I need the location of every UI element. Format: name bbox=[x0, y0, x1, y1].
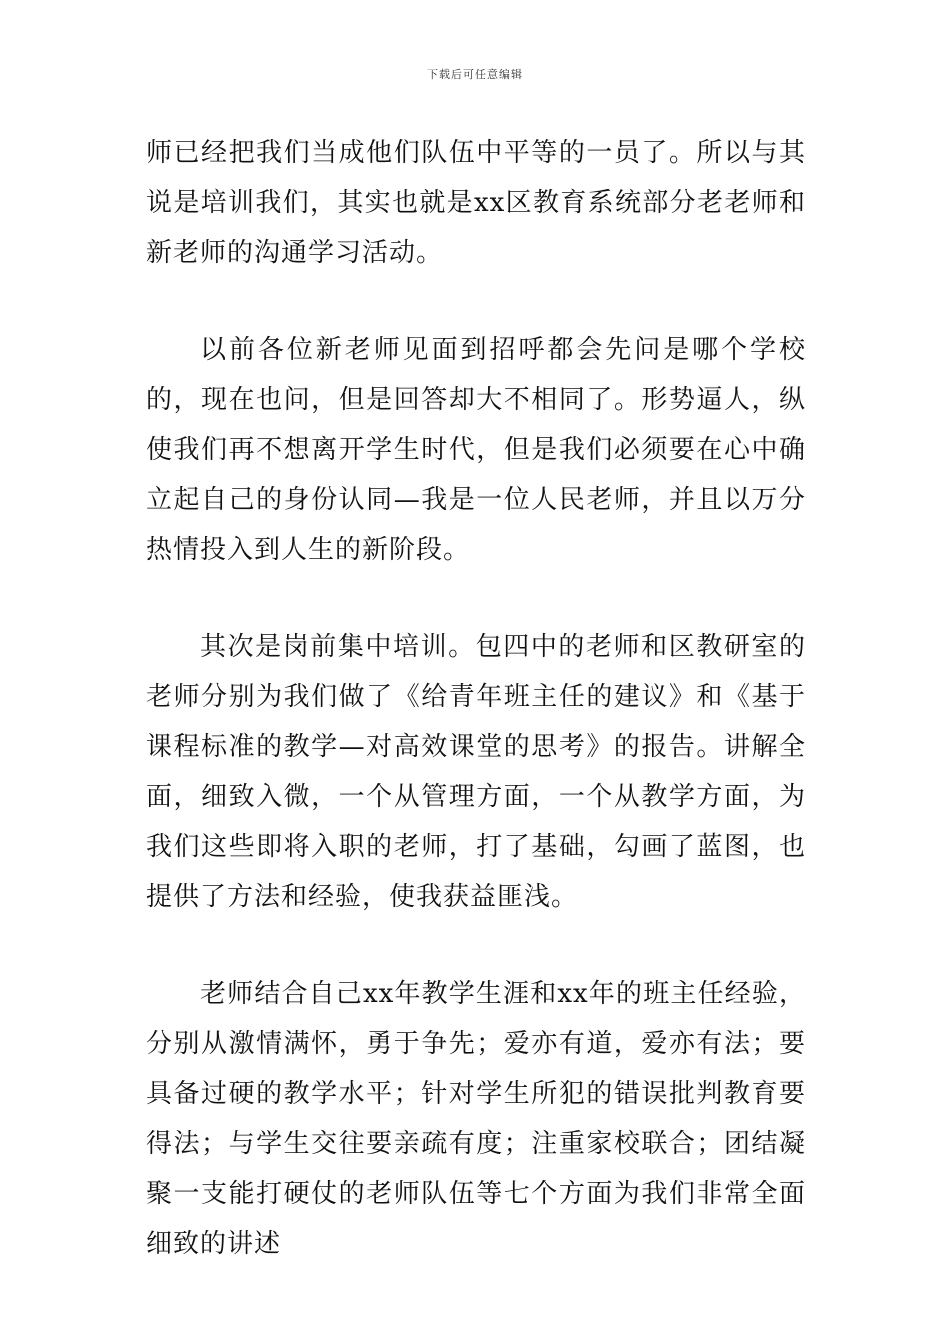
paragraph-1: 师已经把我们当成他们队伍中平等的一员了。所以与其说是培训我们，其实也就是xx区教育系统部分老老师和新老师的沟通学习活动。 bbox=[146, 138, 806, 268]
paragraph-3: 其次是岗前集中培训。包四中的老师和区教研室的老师分别为我们做了《给青年班主任的建议》和《基于课程标准的教学—对高效课堂的思考》的报告。讲解全面，细致入微，一个从管理方面，一个从教学方面，为我们这些即将入职的老师，打了基础，勾画了蓝图，也提供了方法和经验，使我获益匪浅。 bbox=[146, 632, 806, 912]
document-body bbox=[146, 128, 806, 1269]
paragraph-4: 老师结合自己xx年教学生涯和xx年的班主任经验，分别从激情满怀，勇于争先；爱亦有道，爱亦有法；要具备过硬的教学水平；针对学生所犯的错误批判教育要得法；与学生交往要亲疏有度；注重家校联合；团结凝聚一支能打硬仗的老师队伍等七个方面为我们非常全面细致的讲述 bbox=[146, 979, 806, 1259]
header-note: 下载后可任意编辑 bbox=[427, 68, 523, 81]
paragraph-2: 以前各位新老师见面到招呼都会先问是哪个学校的，现在也问，但是回答却大不相同了。形势逼人，纵使我们再不想离开学生时代，但是我们必须要在心中确立起自己的身份认同—我是一位人民老师，并且以万分热情投入到人生的新阶段。 bbox=[146, 335, 806, 565]
